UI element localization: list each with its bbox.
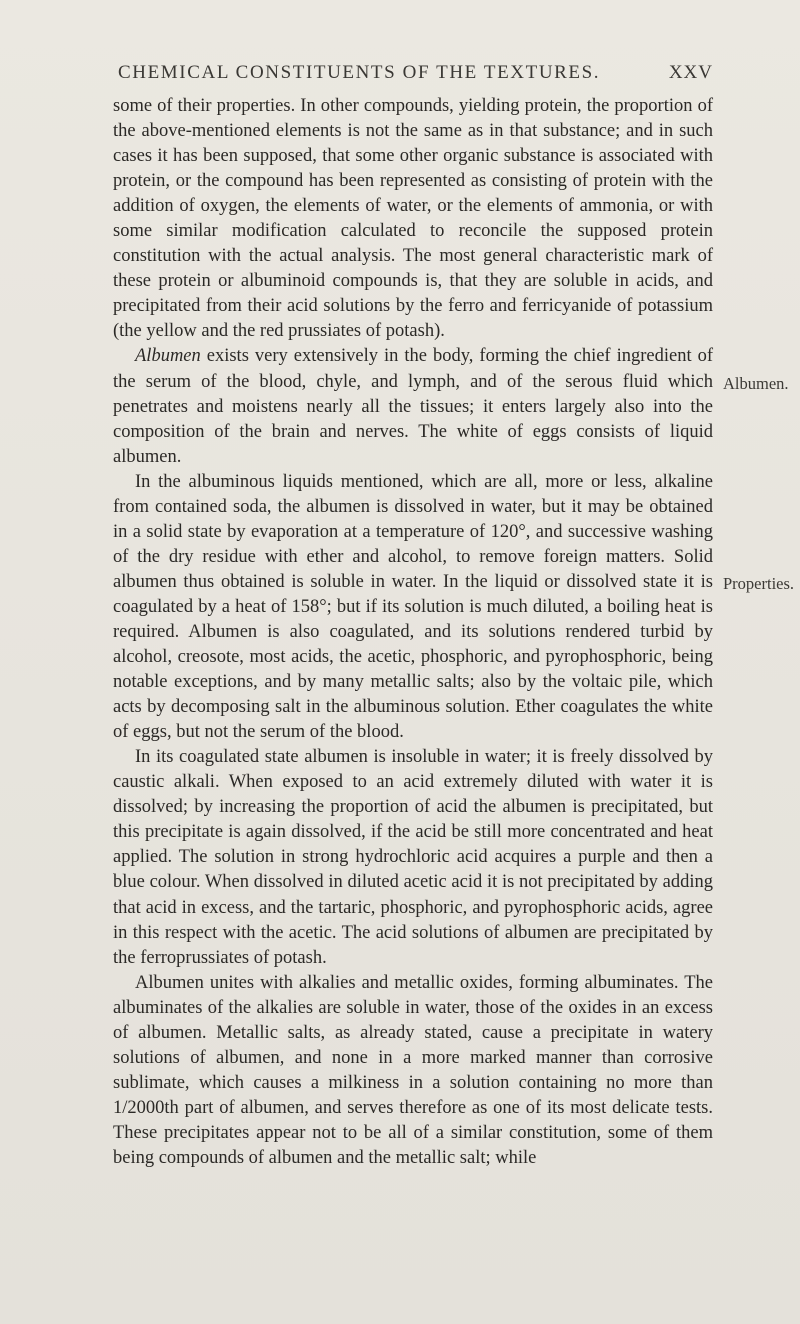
paragraph-properties: In the albuminous liquids mentioned, which are all, more or less, alkaline from contained soda, the albumen is dissolved in water, but it may be obtained in a solid state by evaporation at a temperature of 120°, and successive washing of the dry residue with ether and alcohol, to remove foreign matters. Solid albumen thus obtained is soluble in water. In the liquid or dissolved state it is coagulated by a heat of 158°; but if its solution is much diluted, a boiling heat is required. Albumen is also coagulated, and its solutions rendered turbid by alcohol, creosote, most acids, the acetic, phosphoric, and pyrophosphoric, being notable exceptions, and by many metallic salts; also by the voltaic pile, which acts by decomposing salt in the albuminous solution. Ether coagulates the white of eggs, but not the serum of the blood. <box>113 471 713 743</box>
running-head <box>118 62 713 84</box>
paragraph-albumen <box>113 344 713 469</box>
paragraph-text: exists very extensively in the body, forming the chief ingredient of the serum of the blood, chyle, and lymph, and of the serous fluid which penetrates and moistens nearly all the tissues; it enters largely also into the composition of the brain and nerves. The white of eggs consists of liquid albumen. <box>113 346 713 467</box>
paragraph: Albumen unites with alkalies and metallic oxides, forming albuminates. The albuminates of the alkalies are soluble in water, those of the oxides in an excess of albumen. Metallic salts, as already stated, cause a precipitate in watery solutions of albumen, and none in a more marked manner than corrosive sublimate, which causes a milkiness in a solution containing no more than 1/2000th part of albumen, and serves therefore as one of its most delicate tests. These precipitates appear not to be all of a similar constitution, some of them being compounds of albumen and the metallic salt; while <box>113 972 713 1168</box>
margin-note-albumen: Albumen. <box>723 374 789 393</box>
body-text <box>113 94 713 1171</box>
paragraph-lead-italic: Albumen <box>135 346 201 367</box>
paragraph: In its coagulated state albumen is insoluble in water; it is freely dissolved by caustic alkali. When exposed to an acid extremely diluted with water it is dissolved; by increasing the proportion of acid the albumen is precipitated, but this precipitate is again dissolved, if the acid be still more concentrated and heat applied. The solution in strong hydrochloric acid acquires a purple and then a blue colour. When dissolved in diluted acetic acid it is not precipitated by adding that acid in excess, and the tartaric, phosphoric, and pyrophosphoric acids, agree in this respect with the acetic. The acid solutions of albumen are precipitated by the ferroprussiates of potash. <box>113 747 713 968</box>
paragraph: some of their properties. In other compounds, yielding protein, the proportion of the above-mentioned elements is not the same as in that substance; and in such cases it has been supposed, that some other organic substance is associated with protein, or the compound has been represented as consisting of protein with the addition of oxygen, the elements of water, or the elements of ammonia, or with some similar modification calculated to reconcile the supposed protein constitution with the actual analysis. The most general characteristic mark of these protein or albuminoid compounds is, that they are soluble in acids, and precipitated from their acid solutions by the ferro and ferricyanide of potassium (the yellow and the red prussiates of potash). <box>113 96 713 342</box>
page-number: XXV <box>668 62 713 83</box>
running-head-title: CHEMICAL CONSTITUENTS OF THE TEXTURES. <box>118 62 601 83</box>
margin-note-properties: Properties. <box>723 574 795 593</box>
